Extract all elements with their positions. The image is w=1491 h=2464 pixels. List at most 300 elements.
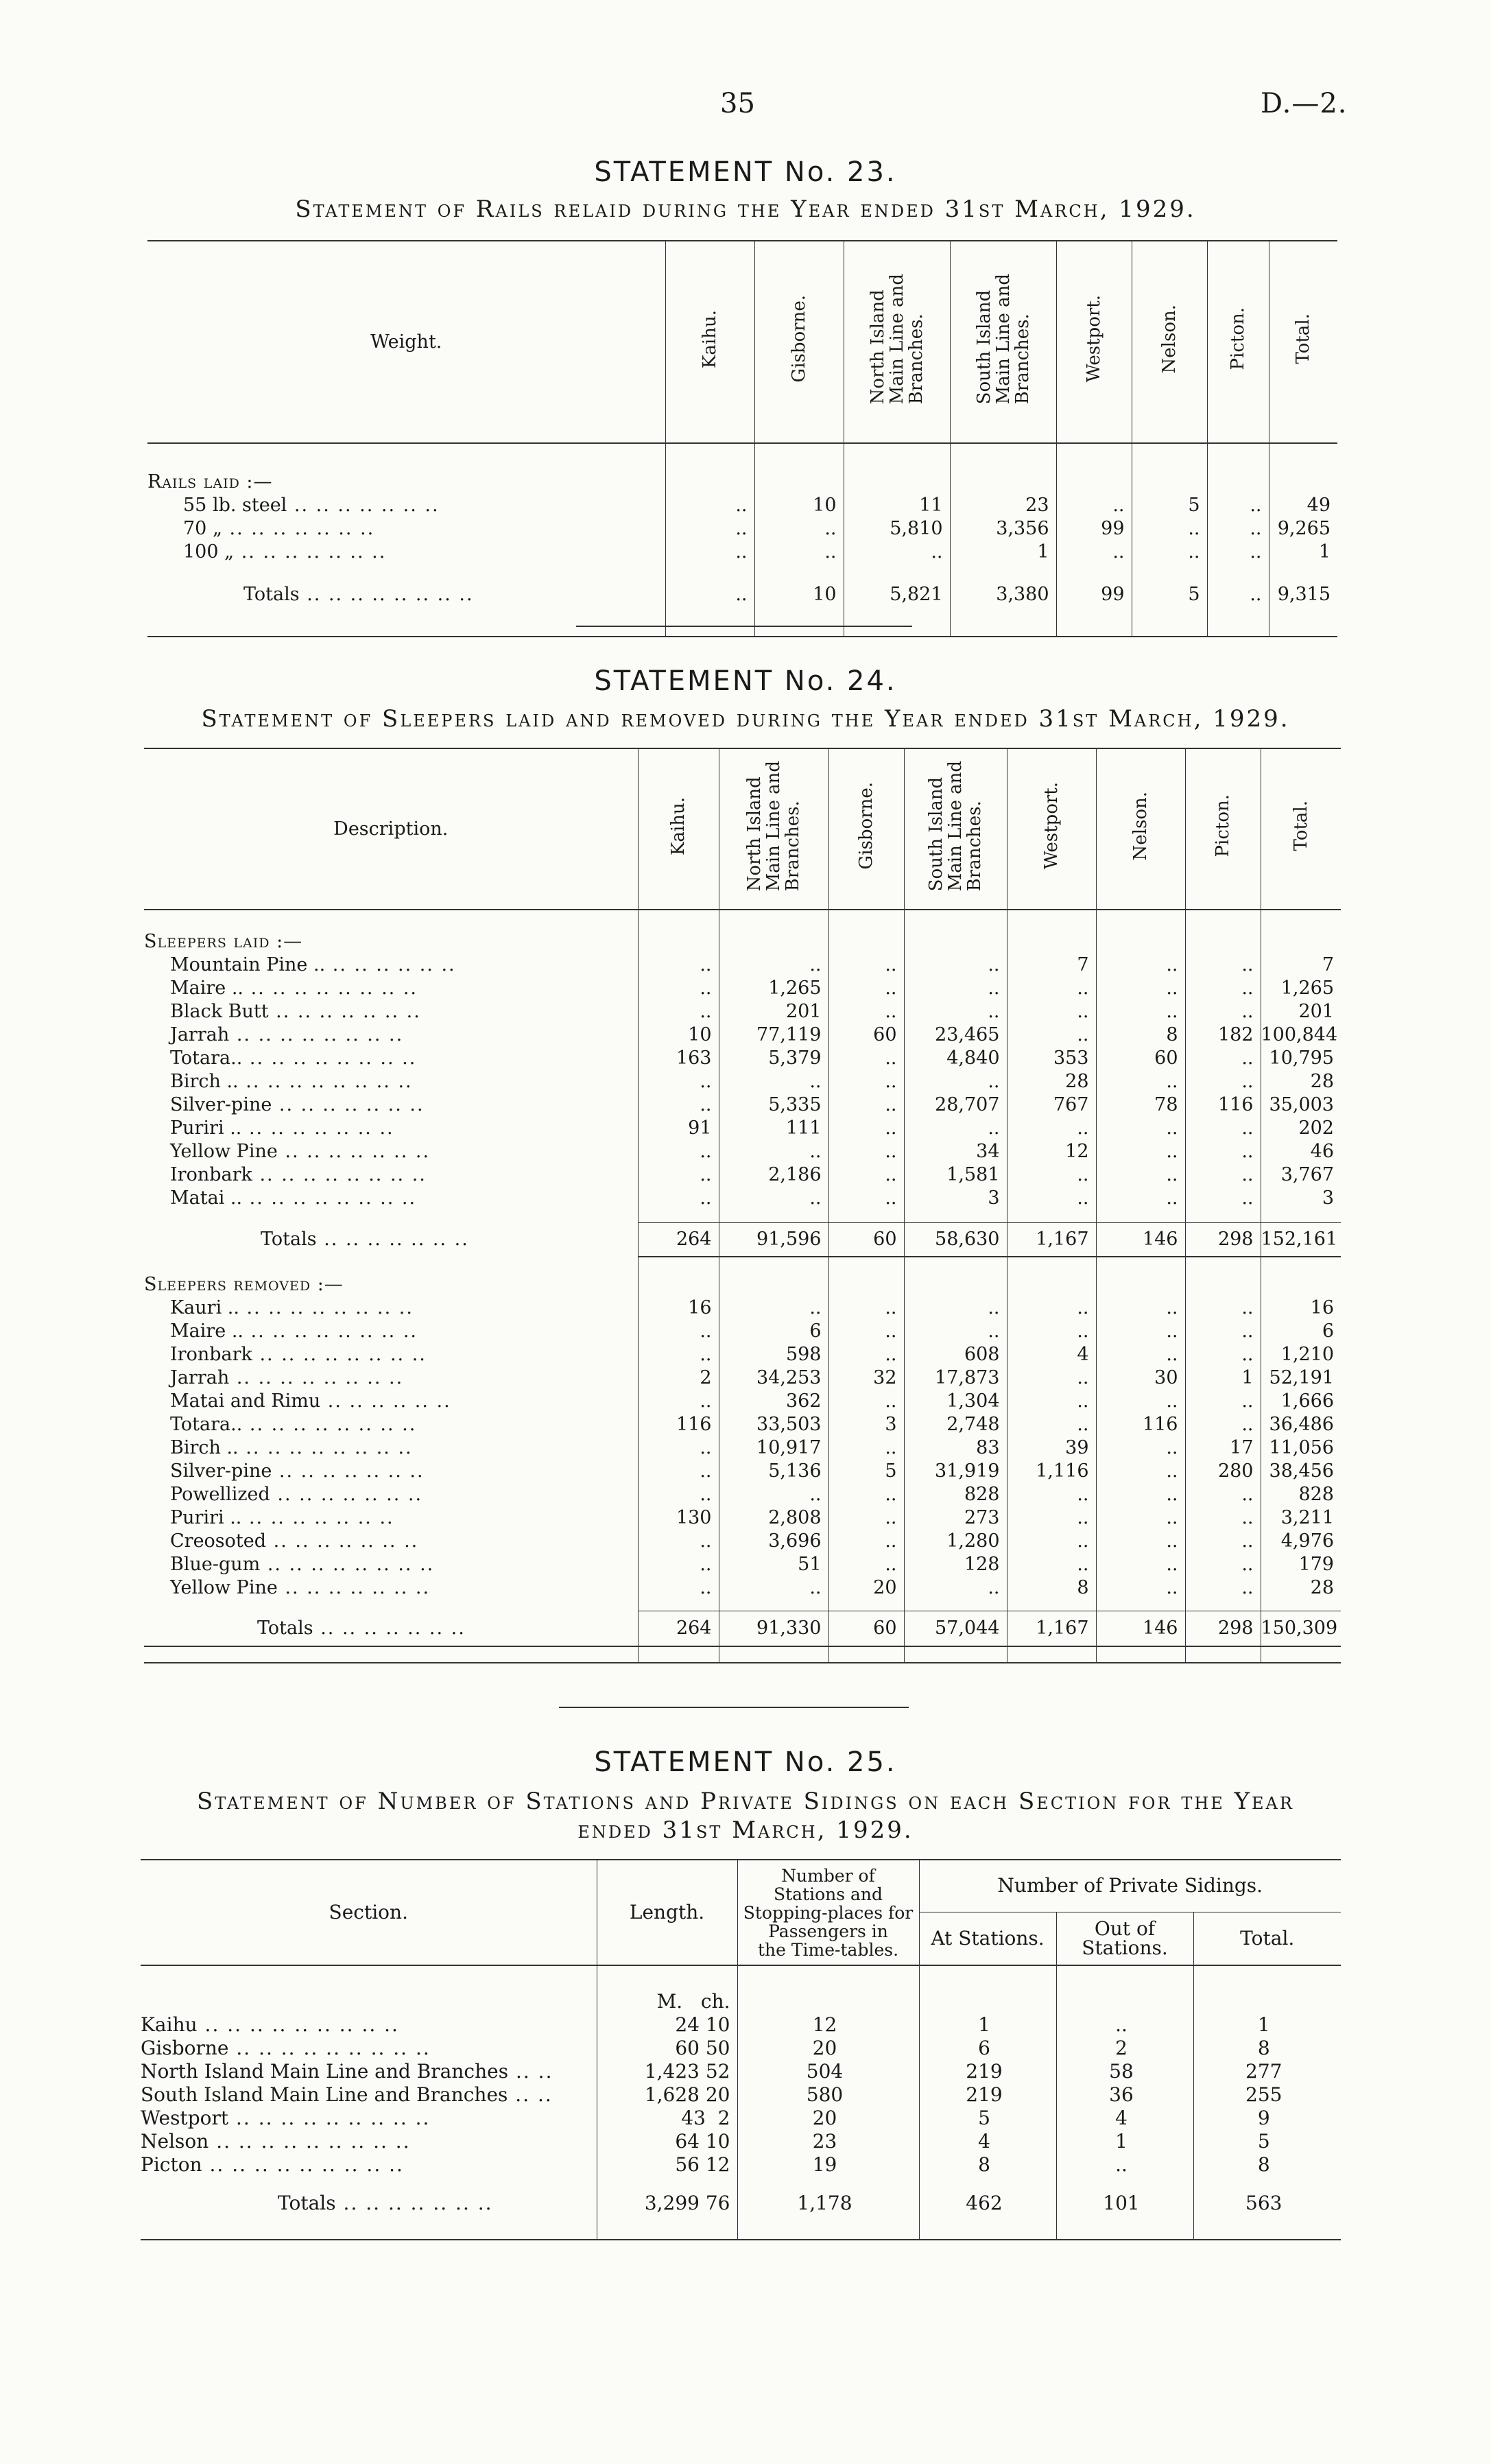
value-cell: .. xyxy=(828,1390,904,1413)
value-cell: .. xyxy=(665,517,754,541)
value-cell: .. xyxy=(1207,494,1269,517)
table-row xyxy=(144,1366,1341,1390)
value-cell: .. xyxy=(1096,1163,1185,1187)
length-cell: 1,423 52 xyxy=(597,2060,737,2083)
value-cell: .. xyxy=(1096,1000,1185,1023)
empty-cell xyxy=(1007,930,1096,953)
value-cell: 28,707 xyxy=(904,1093,1007,1117)
value-cell: .. xyxy=(844,541,950,564)
row-label: Yellow Pine .. .. .. .. .. .. .. xyxy=(170,1577,431,1598)
value-cell: 146 xyxy=(1096,1611,1185,1646)
value-cell: 91 xyxy=(638,1117,719,1140)
value-cell: .. xyxy=(1007,1413,1096,1436)
value-cell: 2 xyxy=(1056,2037,1193,2060)
value-cell: 1 xyxy=(1193,2013,1341,2037)
value-cell: .. xyxy=(638,977,719,1000)
value-cell: 7 xyxy=(1007,953,1096,977)
value-cell: .. xyxy=(638,1187,719,1210)
value-cell: .. xyxy=(638,953,719,977)
value-cell: 99 xyxy=(1056,517,1132,541)
value-cell: 264 xyxy=(638,1222,719,1257)
spacer-row xyxy=(144,1210,1341,1222)
value-cell: .. xyxy=(1096,1320,1185,1343)
row-label: South Island Main Line and Branches .. .. xyxy=(141,2083,553,2106)
length-units: M. ch. xyxy=(597,1965,737,2013)
value-cell: 99 xyxy=(1056,578,1132,612)
value-cell: .. xyxy=(1056,2153,1193,2177)
value-cell: 828 xyxy=(904,1483,1007,1506)
value-cell: 52,191 xyxy=(1261,1366,1341,1390)
weight-header: Weight. xyxy=(147,241,665,443)
value-cell: .. xyxy=(719,1187,828,1210)
value-cell: 11,056 xyxy=(1261,1436,1341,1460)
empty-cell xyxy=(1185,1273,1261,1296)
totals-row xyxy=(144,1611,1341,1646)
units-row xyxy=(141,1965,1341,2013)
empty-cell xyxy=(638,1273,719,1296)
value-cell: 3,211 xyxy=(1261,1506,1341,1530)
value-cell: .. xyxy=(1007,1553,1096,1576)
value-cell: .. xyxy=(638,1390,719,1413)
value-cell: .. xyxy=(1096,953,1185,977)
column-header: Gisborne. xyxy=(754,241,844,443)
value-cell: 78 xyxy=(1096,1093,1185,1117)
value-cell: 16 xyxy=(638,1296,719,1320)
value-cell: 2,186 xyxy=(719,1163,828,1187)
table-row xyxy=(144,1483,1341,1506)
value-cell: 101 xyxy=(1056,2186,1193,2220)
value-cell: .. xyxy=(1096,1576,1185,1600)
value-cell: .. xyxy=(828,1187,904,1210)
value-cell: 202 xyxy=(1261,1117,1341,1140)
table-row xyxy=(144,1093,1341,1117)
value-cell: .. xyxy=(754,517,844,541)
statement-24-subtitle: Statement of Sleepers laid and removed during the Year ended 31st March, 1929. xyxy=(201,705,1290,733)
empty-cell xyxy=(638,930,719,953)
value-cell: 17 xyxy=(1185,1436,1261,1460)
column-header: Gisborne. xyxy=(828,748,904,910)
value-cell: .. xyxy=(1007,1163,1096,1187)
row-label: 70 „ .. .. .. .. .. .. .. xyxy=(183,518,375,539)
value-cell: .. xyxy=(1007,1117,1096,1140)
column-header: South Island Main Line and Branches. xyxy=(904,748,1007,910)
row-label: 55 lb. steel .. .. .. .. .. .. .. xyxy=(183,495,440,516)
value-cell: 3 xyxy=(904,1187,1007,1210)
empty-cell xyxy=(1185,930,1261,953)
value-cell: .. xyxy=(1185,1506,1261,1530)
table-row xyxy=(144,977,1341,1000)
row-label: Birch .. .. .. .. .. .. .. .. .. xyxy=(170,1071,413,1092)
value-cell: .. xyxy=(1207,578,1269,612)
value-cell: 128 xyxy=(904,1553,1007,1576)
value-cell: .. xyxy=(638,1070,719,1093)
value-cell: .. xyxy=(828,1093,904,1117)
value-cell: .. xyxy=(828,1296,904,1320)
table-row xyxy=(141,2083,1341,2107)
table-row xyxy=(144,1553,1341,1576)
table-row xyxy=(141,2107,1341,2130)
group-label: Sleepers laid :— xyxy=(144,931,303,952)
value-cell: 1 xyxy=(1056,2130,1193,2153)
table-row xyxy=(141,2037,1341,2060)
value-cell: 5 xyxy=(1193,2130,1341,2153)
value-cell: .. xyxy=(828,1000,904,1023)
section-divider xyxy=(559,1707,909,1708)
spacer-row xyxy=(144,1600,1341,1611)
table-row xyxy=(147,494,1337,517)
row-label: Puriri .. .. .. .. .. .. .. .. xyxy=(170,1117,394,1139)
column-header: Picton. xyxy=(1207,241,1269,443)
value-cell: 12 xyxy=(1007,1140,1096,1163)
value-cell: 2 xyxy=(638,1366,719,1390)
column-header: Total. xyxy=(1269,241,1337,443)
value-cell: 4,976 xyxy=(1261,1530,1341,1553)
value-cell: 4 xyxy=(1056,2107,1193,2130)
row-label: Yellow Pine .. .. .. .. .. .. .. xyxy=(170,1141,431,1162)
table-row xyxy=(144,1296,1341,1320)
value-cell: .. xyxy=(638,1553,719,1576)
value-cell: 5,821 xyxy=(844,578,950,612)
value-cell: 1 xyxy=(1185,1366,1261,1390)
value-cell: 4,840 xyxy=(904,1047,1007,1070)
column-header: Nelson. xyxy=(1096,748,1185,910)
column-header: South Island Main Line and Branches. xyxy=(950,241,1056,443)
value-cell: 1,265 xyxy=(1261,977,1341,1000)
row-label: Totals .. .. .. .. .. .. .. .. xyxy=(243,584,474,605)
column-header: Westport. xyxy=(1056,241,1132,443)
empty-cell xyxy=(1207,471,1269,494)
value-cell: 4 xyxy=(1007,1343,1096,1366)
value-cell: .. xyxy=(1096,1140,1185,1163)
statement-25-subtitle-line-1: Statement of Number of Stations and Private Sidings on each Section for the Year xyxy=(197,1788,1294,1815)
empty-cell xyxy=(1269,471,1337,494)
row-label: Totara.. .. .. .. .. .. .. .. .. xyxy=(170,1414,417,1435)
value-cell: 7 xyxy=(1261,953,1341,977)
row-label: Maire .. .. .. .. .. .. .. .. .. xyxy=(170,978,418,999)
group-heading-row xyxy=(144,1273,1341,1296)
empty-cell xyxy=(1096,930,1185,953)
row-label: Maire .. .. .. .. .. .. .. .. .. xyxy=(170,1320,418,1342)
value-cell: 58 xyxy=(1056,2060,1193,2083)
empty-cell xyxy=(828,1273,904,1296)
value-cell: .. xyxy=(1185,1000,1261,1023)
table-row xyxy=(141,2013,1341,2037)
value-cell: 23 xyxy=(737,2130,919,2153)
spacer-row xyxy=(144,910,1341,930)
table-row xyxy=(144,1506,1341,1530)
value-cell: 130 xyxy=(638,1506,719,1530)
statement-23-subtitle: Statement of Rails relaid during the Year ended 31st March, 1929. xyxy=(295,196,1196,223)
value-cell: .. xyxy=(719,1296,828,1320)
stations-header: Number of Stations and Stopping-places for Passengers in the Time-tables. xyxy=(737,1860,919,1965)
statement-24-heading: STATEMENT No. 24. xyxy=(594,665,897,697)
value-cell: 10 xyxy=(754,578,844,612)
value-cell: .. xyxy=(1185,1296,1261,1320)
value-cell: .. xyxy=(828,1320,904,1343)
empty-cell xyxy=(950,471,1056,494)
value-cell: 3 xyxy=(828,1413,904,1436)
row-label: Matai .. .. .. .. .. .. .. .. .. xyxy=(170,1187,417,1209)
value-cell: 1,116 xyxy=(1007,1460,1096,1483)
value-cell: 150,309 xyxy=(1261,1611,1341,1646)
value-cell: 8 xyxy=(1007,1576,1096,1600)
value-cell: 35,003 xyxy=(1261,1093,1341,1117)
table-row xyxy=(144,1000,1341,1023)
value-cell: 5 xyxy=(1132,578,1207,612)
value-cell: .. xyxy=(1132,541,1207,564)
value-cell: 2,808 xyxy=(719,1506,828,1530)
value-cell: .. xyxy=(1185,1047,1261,1070)
value-cell: 1 xyxy=(1269,541,1337,564)
empty-cell xyxy=(665,471,754,494)
value-cell: 38,456 xyxy=(1261,1460,1341,1483)
value-cell: 1 xyxy=(919,2013,1056,2037)
table-row xyxy=(141,2153,1341,2177)
value-cell: .. xyxy=(638,1343,719,1366)
value-cell: 280 xyxy=(1185,1460,1261,1483)
table-row xyxy=(144,1530,1341,1553)
row-label: Picton .. .. .. .. .. .. .. .. .. xyxy=(141,2153,404,2176)
value-cell: 5,810 xyxy=(844,517,950,541)
column-header: North Island Main Line and Branches. xyxy=(719,748,828,910)
value-cell: 46 xyxy=(1261,1140,1341,1163)
value-cell: .. xyxy=(638,1140,719,1163)
value-cell: .. xyxy=(1207,517,1269,541)
value-cell: 8 xyxy=(1096,1023,1185,1047)
table-row xyxy=(144,953,1341,977)
table-row xyxy=(144,1117,1341,1140)
value-cell: .. xyxy=(1185,1117,1261,1140)
value-cell: .. xyxy=(1207,541,1269,564)
value-cell: 201 xyxy=(1261,1000,1341,1023)
value-cell: 273 xyxy=(904,1506,1007,1530)
value-cell: 6 xyxy=(919,2037,1056,2060)
value-cell: .. xyxy=(719,1070,828,1093)
value-cell: 598 xyxy=(719,1343,828,1366)
value-cell: 828 xyxy=(1261,1483,1341,1506)
empty-cell xyxy=(1096,1273,1185,1296)
column-header: Total. xyxy=(1261,748,1341,910)
empty-cell xyxy=(719,930,828,953)
empty-cell xyxy=(1261,1273,1341,1296)
value-cell: 3,380 xyxy=(950,578,1056,612)
value-cell: .. xyxy=(1185,1576,1261,1600)
section-divider xyxy=(576,626,912,627)
value-cell: .. xyxy=(1007,1320,1096,1343)
value-cell: .. xyxy=(904,953,1007,977)
value-cell: .. xyxy=(1007,1000,1096,1023)
value-cell: 111 xyxy=(719,1117,828,1140)
value-cell: .. xyxy=(1056,541,1132,564)
value-cell: 34,253 xyxy=(719,1366,828,1390)
row-label: Jarrah .. .. .. .. .. .. .. .. xyxy=(170,1367,404,1388)
value-cell: 201 xyxy=(719,1000,828,1023)
value-cell: .. xyxy=(1185,953,1261,977)
value-cell: 8 xyxy=(1193,2037,1341,2060)
value-cell: 23,465 xyxy=(904,1023,1007,1047)
empty-cell xyxy=(844,471,950,494)
value-cell: 20 xyxy=(737,2037,919,2060)
length-cell: 3,299 76 xyxy=(597,2186,737,2220)
length-cell: 43 2 xyxy=(597,2107,737,2130)
value-cell: 32 xyxy=(828,1366,904,1390)
value-cell: 5,379 xyxy=(719,1047,828,1070)
value-cell: .. xyxy=(719,953,828,977)
value-cell: .. xyxy=(1096,1390,1185,1413)
empty-cell xyxy=(1007,1273,1096,1296)
totals-row xyxy=(147,578,1337,612)
value-cell: .. xyxy=(638,1320,719,1343)
value-cell: .. xyxy=(1185,1413,1261,1436)
value-cell: .. xyxy=(1096,1436,1185,1460)
value-cell: 9,315 xyxy=(1269,578,1337,612)
empty-cell xyxy=(1132,471,1207,494)
value-cell: .. xyxy=(638,1093,719,1117)
row-label: Kaihu .. .. .. .. .. .. .. .. .. xyxy=(141,2013,399,2036)
value-cell: 1,210 xyxy=(1261,1343,1341,1366)
row-label: Gisborne .. .. .. .. .. .. .. .. .. xyxy=(141,2037,431,2059)
value-cell: 1,280 xyxy=(904,1530,1007,1553)
length-cell: 64 10 xyxy=(597,2130,737,2153)
row-label: Ironbark .. .. .. .. .. .. .. .. xyxy=(170,1344,427,1365)
table-row xyxy=(144,1047,1341,1070)
value-cell: 182 xyxy=(1185,1023,1261,1047)
column-header: Picton. xyxy=(1185,748,1261,910)
value-cell: .. xyxy=(638,1460,719,1483)
row-label: Puriri .. .. .. .. .. .. .. .. xyxy=(170,1507,394,1528)
row-label: Mountain Pine .. .. .. .. .. .. .. xyxy=(170,954,456,975)
value-cell: .. xyxy=(828,1343,904,1366)
table-row xyxy=(144,1320,1341,1343)
value-cell: 2,748 xyxy=(904,1413,1007,1436)
table-row xyxy=(144,1460,1341,1483)
value-cell: .. xyxy=(1007,1530,1096,1553)
length-cell: 56 12 xyxy=(597,2153,737,2177)
empty-cell xyxy=(754,471,844,494)
value-cell: .. xyxy=(828,1117,904,1140)
value-cell: .. xyxy=(1185,1320,1261,1343)
statement-23-heading: STATEMENT No. 23. xyxy=(594,156,897,188)
value-cell: 277 xyxy=(1193,2060,1341,2083)
value-cell: 20 xyxy=(737,2107,919,2130)
value-cell: .. xyxy=(828,1436,904,1460)
value-cell: .. xyxy=(828,1047,904,1070)
table-row xyxy=(144,1070,1341,1093)
value-cell: .. xyxy=(1096,1530,1185,1553)
table-row xyxy=(144,1413,1341,1436)
value-cell: 17,873 xyxy=(904,1366,1007,1390)
value-cell: 146 xyxy=(1096,1222,1185,1257)
row-label: 100 „ .. .. .. .. .. .. .. xyxy=(183,541,387,562)
table-row xyxy=(141,2060,1341,2083)
value-cell: .. xyxy=(1007,1187,1096,1210)
value-cell: .. xyxy=(828,1163,904,1187)
spacer-row xyxy=(147,443,1337,471)
row-label: Westport .. .. .. .. .. .. .. .. .. xyxy=(141,2107,431,2129)
value-cell: .. xyxy=(904,1320,1007,1343)
value-cell: .. xyxy=(1096,1187,1185,1210)
value-cell: 1,167 xyxy=(1007,1611,1096,1646)
value-cell: 264 xyxy=(638,1611,719,1646)
value-cell: 30 xyxy=(1096,1366,1185,1390)
value-cell: 1,265 xyxy=(719,977,828,1000)
value-cell: 28 xyxy=(1261,1576,1341,1600)
table-row xyxy=(147,541,1337,564)
column-header: Nelson. xyxy=(1132,241,1207,443)
row-label: Totara.. .. .. .. .. .. .. .. .. xyxy=(170,1047,417,1069)
value-cell: .. xyxy=(1185,1343,1261,1366)
row-label: Totals .. .. .. .. .. .. .. xyxy=(261,1229,469,1250)
value-cell: .. xyxy=(1132,517,1207,541)
value-cell: 10,795 xyxy=(1261,1047,1341,1070)
table-row xyxy=(144,1576,1341,1600)
value-cell: 3 xyxy=(1261,1187,1341,1210)
spacer-row xyxy=(144,1257,1341,1273)
row-label: Matai and Rimu .. .. .. .. .. .. xyxy=(170,1390,451,1412)
value-cell: .. xyxy=(638,1436,719,1460)
description-header: Description. xyxy=(144,748,638,910)
value-cell: 10,917 xyxy=(719,1436,828,1460)
value-cell: .. xyxy=(1096,1483,1185,1506)
value-cell: 1,167 xyxy=(1007,1222,1096,1257)
value-cell: 1,178 xyxy=(737,2186,919,2220)
value-cell: 9,265 xyxy=(1269,517,1337,541)
table-row xyxy=(144,1343,1341,1366)
row-label: Ironbark .. .. .. .. .. .. .. .. xyxy=(170,1164,427,1185)
column-header: Kaihu. xyxy=(638,748,719,910)
spacer-row xyxy=(141,2220,1341,2240)
length-cell: 1,628 20 xyxy=(597,2083,737,2107)
empty-cell xyxy=(904,930,1007,953)
value-cell: 16 xyxy=(1261,1296,1341,1320)
value-cell: 5 xyxy=(828,1460,904,1483)
value-cell: .. xyxy=(1096,1296,1185,1320)
value-cell: 1,304 xyxy=(904,1390,1007,1413)
value-cell: .. xyxy=(1056,2013,1193,2037)
row-label: Nelson .. .. .. .. .. .. .. .. .. xyxy=(141,2130,411,2153)
table-row xyxy=(144,1390,1341,1413)
row-label: Kauri .. .. .. .. .. .. .. .. .. xyxy=(170,1297,414,1318)
length-cell: 24 10 xyxy=(597,2013,737,2037)
value-cell: 12 xyxy=(737,2013,919,2037)
value-cell: 39 xyxy=(1007,1436,1096,1460)
value-cell: .. xyxy=(828,1070,904,1093)
value-cell: 23 xyxy=(950,494,1056,517)
group-label: Sleepers removed :— xyxy=(144,1274,344,1295)
value-cell: 9 xyxy=(1193,2107,1341,2130)
row-label: Birch .. .. .. .. .. .. .. .. .. xyxy=(170,1437,413,1458)
row-label: Jarrah .. .. .. .. .. .. .. .. xyxy=(170,1024,404,1045)
value-cell: .. xyxy=(904,1576,1007,1600)
value-cell: .. xyxy=(828,953,904,977)
value-cell: 116 xyxy=(638,1413,719,1436)
value-cell: 60 xyxy=(1096,1047,1185,1070)
sleepers-table xyxy=(144,748,1341,1663)
value-cell: 3,696 xyxy=(719,1530,828,1553)
value-cell: .. xyxy=(665,578,754,612)
value-cell: 179 xyxy=(1261,1553,1341,1576)
value-cell: .. xyxy=(719,1483,828,1506)
value-cell: 10 xyxy=(754,494,844,517)
value-cell: .. xyxy=(638,1483,719,1506)
value-cell: 563 xyxy=(1193,2186,1341,2220)
statement-25-subtitle-line-2: ended 31st March, 1929. xyxy=(577,1816,914,1844)
value-cell: 116 xyxy=(1096,1413,1185,1436)
value-cell: .. xyxy=(828,1483,904,1506)
table-row xyxy=(144,1436,1341,1460)
value-cell: 57,044 xyxy=(904,1611,1007,1646)
value-cell: .. xyxy=(1096,1070,1185,1093)
